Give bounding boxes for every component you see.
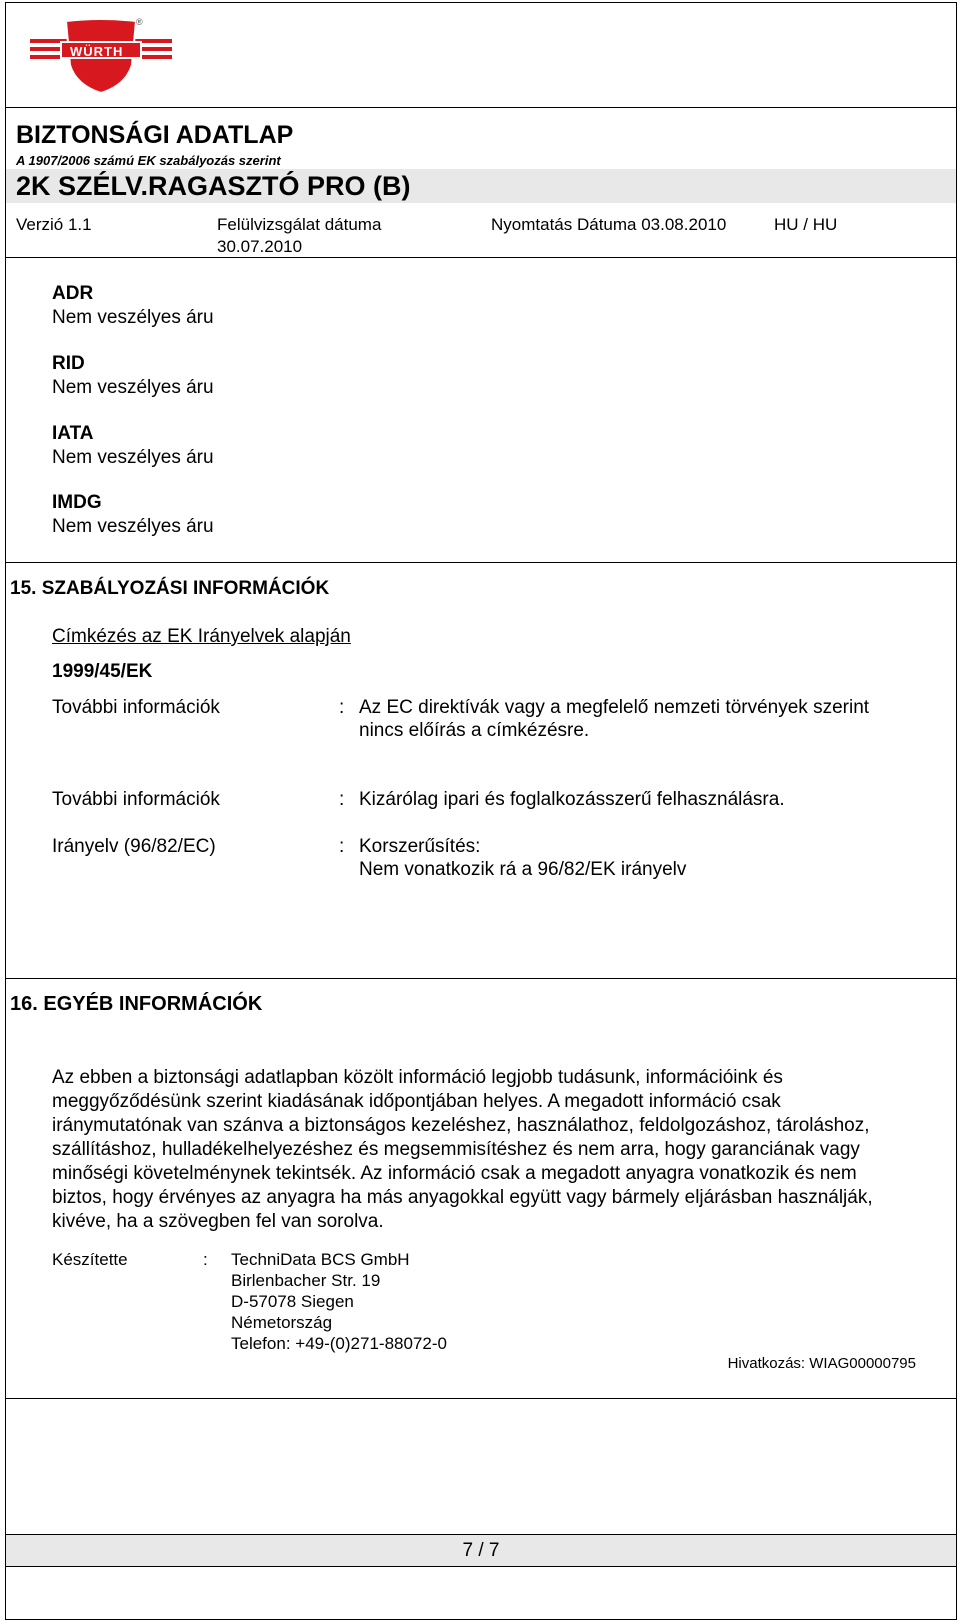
wurth-logo <box>30 19 172 97</box>
directive-heading: 1999/45/EK <box>52 661 153 682</box>
disclaimer-line: meggyőződésünk szerint kiadásának időpontjában helyes. A megadott információ csak <box>52 1091 781 1112</box>
reference-number: Hivatkozás: WIAG00000795 <box>727 1355 916 1372</box>
directive-row-colon: : <box>339 836 345 857</box>
transport-mode-iata: IATA <box>52 423 94 444</box>
disclaimer-line: szállításhoz, hulladékelhelyezéshez és megsemmisítéshez és nem arra, hogy garanciának vagy <box>52 1139 860 1160</box>
registered-mark: ® <box>136 17 143 27</box>
version-label: Verzió 1.1 <box>16 215 92 234</box>
footer-divider-top <box>6 1398 956 1399</box>
regulation-subtitle: A 1907/2006 számú EK szabályozás szerint <box>16 153 281 168</box>
language-code: HU / HU <box>774 215 838 234</box>
prepared-by-colon: : <box>203 1250 208 1269</box>
section-16-divider <box>6 978 956 979</box>
directive-row-value: Korszerűsítés: <box>359 836 481 857</box>
disclaimer-line: minőségi követelménynek tekintsék. Az információ csak a megadott anyagra vonatkozik és nem <box>52 1163 857 1184</box>
review-date: 30.07.2010 <box>217 237 303 256</box>
transport-status-adr: Nem veszélyes áru <box>52 307 214 328</box>
labeling-heading: Címkézés az EK Irányelvek alapján <box>52 626 351 647</box>
footer-band-bottom-border <box>6 1566 956 1567</box>
info-row-colon: : <box>339 697 345 718</box>
address-line: Birlenbacher Str. 19 <box>231 1271 381 1290</box>
transport-mode-imdg: IMDG <box>52 492 102 513</box>
prepared-by-label: Készítette <box>52 1250 128 1269</box>
logo-wordmark: WÜRTH <box>70 44 124 59</box>
footer-band-top-border <box>6 1534 956 1535</box>
review-date-label: Felülvizsgálat dátuma <box>217 215 382 234</box>
print-date: Nyomtatás Dátuma 03.08.2010 <box>491 215 727 234</box>
info-row-colon: : <box>339 789 345 810</box>
header-divider-top <box>6 107 956 108</box>
transport-mode-rid: RID <box>52 353 85 374</box>
info-row-label: További információk <box>52 697 220 718</box>
page-number: 7 / 7 <box>462 1540 500 1561</box>
section-15-divider <box>6 562 956 563</box>
address-line: TechniData BCS GmbH <box>231 1250 410 1269</box>
disclaimer-line: biztos, hogy érvényes az anyagra ha más anyagokkal együtt vagy bármely eljárásban használják, <box>52 1187 873 1208</box>
address-line: Németország <box>231 1313 333 1332</box>
directive-row-label: Irányelv (96/82/EC) <box>52 836 216 857</box>
transport-status-iata: Nem veszélyes áru <box>52 447 214 468</box>
info-row-value-cont: nincs előírás a címkézésre. <box>359 720 590 741</box>
header-divider-bottom <box>6 257 956 258</box>
transport-status-imdg: Nem veszélyes áru <box>52 516 214 537</box>
disclaimer-line: Az ebben a biztonsági adatlapban közölt információ legjobb tudásunk, információink és <box>52 1067 783 1088</box>
document-page <box>5 2 957 1620</box>
section-15-title: 15. SZABÁLYOZÁSI INFORMÁCIÓK <box>10 578 330 599</box>
disclaimer-paragraph <box>52 1066 952 1234</box>
disclaimer-line: kivéve, ha a szövegben fel van sorolva. <box>52 1211 384 1232</box>
document-title: BIZTONSÁGI ADATLAP <box>16 121 294 149</box>
address-phone: Telefon: +49-(0)271-88072-0 <box>231 1334 447 1353</box>
transport-mode-adr: ADR <box>52 283 94 304</box>
info-row-label: További információk <box>52 789 220 810</box>
product-name: 2K SZÉLV.RAGASZTÓ PRO (B) <box>16 171 411 201</box>
directive-row-value-cont: Nem vonatkozik rá a 96/82/EK irányelv <box>359 859 687 880</box>
info-row-value: Az EC direktívák vagy a megfelelő nemzeti törvények szerint <box>359 697 870 718</box>
address-line: D-57078 Siegen <box>231 1292 354 1311</box>
disclaimer-line: iránymutatónak van szánva a biztonságos kezeléshez, használathoz, feldolgozáshoz, tároláshoz, <box>52 1115 870 1136</box>
section-16-title: 16. EGYÉB INFORMÁCIÓK <box>10 993 263 1015</box>
transport-status-rid: Nem veszélyes áru <box>52 377 214 398</box>
info-row-value: Kizárólag ipari és foglalkozásszerű felhasználásra. <box>359 789 785 810</box>
